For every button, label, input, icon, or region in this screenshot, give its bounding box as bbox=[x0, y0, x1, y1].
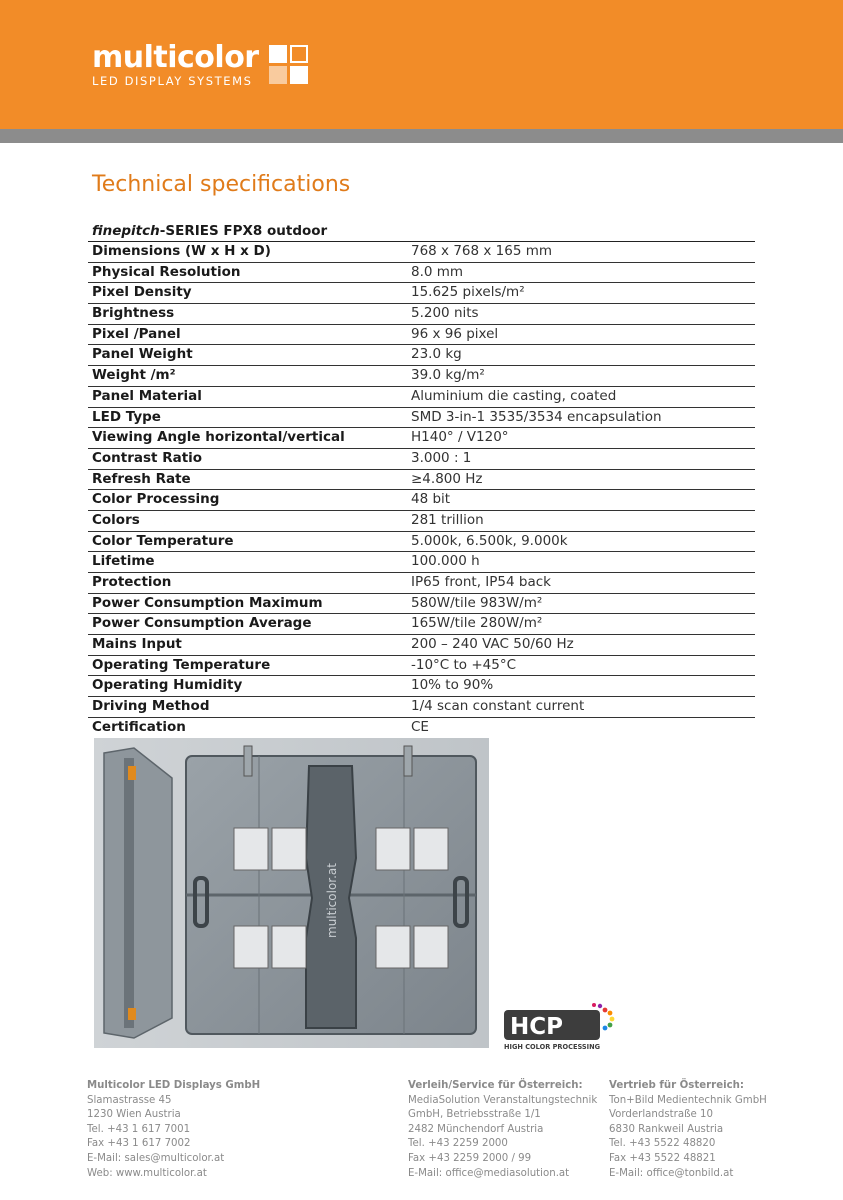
spec-value: SMD 3-in-1 3535/3534 encapsulation bbox=[411, 408, 662, 425]
spec-row bbox=[88, 552, 755, 573]
brand-subtitle: LED DISPLAY SYSTEMS bbox=[92, 74, 253, 88]
spec-row bbox=[88, 594, 755, 615]
footer-line: 6830 Rankweil Austria bbox=[609, 1123, 724, 1135]
footer-company bbox=[87, 1079, 387, 1181]
footer-service bbox=[408, 1079, 603, 1181]
spec-row bbox=[88, 718, 755, 738]
spec-series-title bbox=[88, 222, 755, 242]
spec-row bbox=[88, 428, 755, 449]
footer-line: GmbH, Betriebsstraße 1/1 bbox=[408, 1109, 541, 1121]
series-rest: -SERIES FPX8 outdoor bbox=[159, 223, 328, 239]
spec-value: 200 – 240 VAC 50/60 Hz bbox=[411, 636, 574, 653]
spec-row bbox=[88, 449, 755, 470]
spec-label: Panel Weight bbox=[92, 346, 193, 363]
spec-row bbox=[88, 656, 755, 677]
spec-label: Lifetime bbox=[92, 553, 155, 570]
spec-value: H140° / V120° bbox=[411, 429, 509, 446]
footer-line: 2482 Münchendorf Austria bbox=[408, 1123, 544, 1135]
spec-row bbox=[88, 283, 755, 304]
spec-row bbox=[88, 263, 755, 284]
spec-row bbox=[88, 573, 755, 594]
footer-line: Slamastrasse 45 bbox=[87, 1094, 172, 1106]
spec-label: Operating Temperature bbox=[92, 656, 271, 673]
spec-value: 100.000 h bbox=[411, 553, 480, 570]
spec-label: Power Consumption Maximum bbox=[92, 594, 323, 611]
footer-line: Vorderlandstraße 10 bbox=[609, 1109, 713, 1121]
footer-line: Fax +43 2259 2000 / 99 bbox=[408, 1152, 532, 1164]
footer-line: Tel. +43 1 617 7001 bbox=[87, 1123, 191, 1135]
spec-label: Color Processing bbox=[92, 491, 220, 508]
spec-value: -10°C to +45°C bbox=[411, 656, 517, 673]
spec-label: LED Type bbox=[92, 408, 161, 425]
spec-value: 8.0 mm bbox=[411, 263, 464, 280]
spec-label: Dimensions (W x H x D) bbox=[92, 243, 271, 259]
spec-value: 165W/tile 280W/m² bbox=[411, 615, 543, 632]
footer-service-heading: Verleih/Service für Österreich: bbox=[408, 1080, 583, 1091]
spec-value: 10% to 90% bbox=[411, 677, 494, 694]
spec-label: Colors bbox=[92, 511, 140, 528]
hcp-logo bbox=[502, 1000, 617, 1052]
footer-line: E-Mail: office@mediasolution.at bbox=[408, 1167, 570, 1179]
footer-line: Tel. +43 5522 48820 bbox=[609, 1138, 716, 1150]
spec-row bbox=[88, 345, 755, 366]
spec-value: 3.000 : 1 bbox=[411, 449, 472, 466]
spec-value: Aluminium die casting, coated bbox=[411, 387, 617, 404]
spec-value: 5.000k, 6.500k, 9.000k bbox=[411, 532, 568, 549]
header-divider-bar bbox=[0, 129, 843, 143]
spec-label: Color Temperature bbox=[92, 532, 234, 549]
spec-label: Weight /m² bbox=[92, 367, 176, 384]
spec-row bbox=[88, 635, 755, 656]
footer-line: Fax +43 1 617 7002 bbox=[87, 1138, 191, 1150]
footer-line: MediaSolution Veranstaltungstechnik bbox=[408, 1094, 598, 1106]
spec-label: Refresh Rate bbox=[92, 470, 191, 487]
spec-value: 768 x 768 x 165 mm bbox=[411, 243, 553, 259]
spec-label: Panel Material bbox=[92, 387, 202, 404]
logo-squares-icon bbox=[269, 45, 309, 85]
spec-value: 580W/tile 983W/m² bbox=[411, 594, 543, 611]
spec-label: Protection bbox=[92, 574, 172, 590]
spec-value: CE bbox=[411, 718, 429, 735]
footer-sales bbox=[609, 1079, 809, 1181]
spec-row bbox=[88, 408, 755, 429]
spec-row bbox=[88, 676, 755, 697]
hcp-letters: HCP bbox=[510, 1014, 563, 1040]
cabinet-brand-text: multicolor.at bbox=[325, 863, 339, 938]
spec-row bbox=[88, 511, 755, 532]
spec-label: Mains Input bbox=[92, 636, 182, 653]
footer-line: Fax +43 5522 48821 bbox=[609, 1152, 716, 1164]
footer-line: Ton+Bild Medientechnik GmbH bbox=[609, 1094, 767, 1106]
spec-row bbox=[88, 304, 755, 325]
brand-logo bbox=[92, 42, 259, 87]
spec-row bbox=[88, 490, 755, 511]
spec-row bbox=[88, 242, 755, 263]
spec-rows bbox=[88, 242, 755, 738]
footer-line: E-Mail: office@tonbild.at bbox=[609, 1167, 734, 1179]
spec-row bbox=[88, 366, 755, 387]
spec-label: Power Consumption Average bbox=[92, 615, 312, 632]
spec-label: Brightness bbox=[92, 305, 175, 322]
spec-value: 281 trillion bbox=[411, 511, 484, 528]
spec-label: Driving Method bbox=[92, 698, 210, 715]
spec-value: 23.0 kg bbox=[411, 346, 462, 363]
page-title: Technical specifications bbox=[92, 172, 351, 197]
spec-row bbox=[88, 532, 755, 553]
footer-line: E-Mail: sales@multicolor.at bbox=[87, 1152, 225, 1164]
spec-value: 5.200 nits bbox=[411, 305, 479, 322]
spec-table bbox=[88, 222, 755, 738]
spec-label: Contrast Ratio bbox=[92, 449, 203, 466]
spec-label: Pixel Density bbox=[92, 284, 192, 301]
spec-row bbox=[88, 697, 755, 718]
spec-label: Viewing Angle horizontal/vertical bbox=[92, 429, 345, 446]
footer-sales-heading: Vertrieb für Österreich: bbox=[609, 1080, 744, 1091]
footer-company-heading: Multicolor LED Displays GmbH bbox=[87, 1080, 261, 1091]
spec-value: 15.625 pixels/m² bbox=[411, 284, 525, 301]
brand-name: multicolor bbox=[92, 40, 259, 75]
spec-value: IP65 front, IP54 back bbox=[411, 574, 551, 590]
spec-value: ≥4.800 Hz bbox=[411, 470, 483, 487]
spec-row bbox=[88, 614, 755, 635]
spec-row bbox=[88, 470, 755, 491]
spec-label: Pixel /Panel bbox=[92, 325, 181, 342]
spec-value: 48 bit bbox=[411, 491, 451, 508]
product-image bbox=[94, 738, 489, 1048]
spec-value: 96 x 96 pixel bbox=[411, 325, 499, 342]
spec-label: Physical Resolution bbox=[92, 263, 241, 280]
spec-value: 39.0 kg/m² bbox=[411, 367, 485, 384]
series-italic: finepitch bbox=[92, 223, 160, 239]
spec-row bbox=[88, 387, 755, 408]
footer-line: 1230 Wien Austria bbox=[87, 1109, 181, 1121]
spec-value: 1/4 scan constant current bbox=[411, 698, 585, 715]
spec-row bbox=[88, 325, 755, 346]
spec-label: Certification bbox=[92, 718, 186, 735]
hcp-caption: HIGH COLOR PROCESSING bbox=[504, 1043, 601, 1051]
footer-line: Web: www.multicolor.at bbox=[87, 1167, 207, 1179]
spec-label: Operating Humidity bbox=[92, 677, 243, 694]
footer-line: Tel. +43 2259 2000 bbox=[408, 1138, 508, 1150]
